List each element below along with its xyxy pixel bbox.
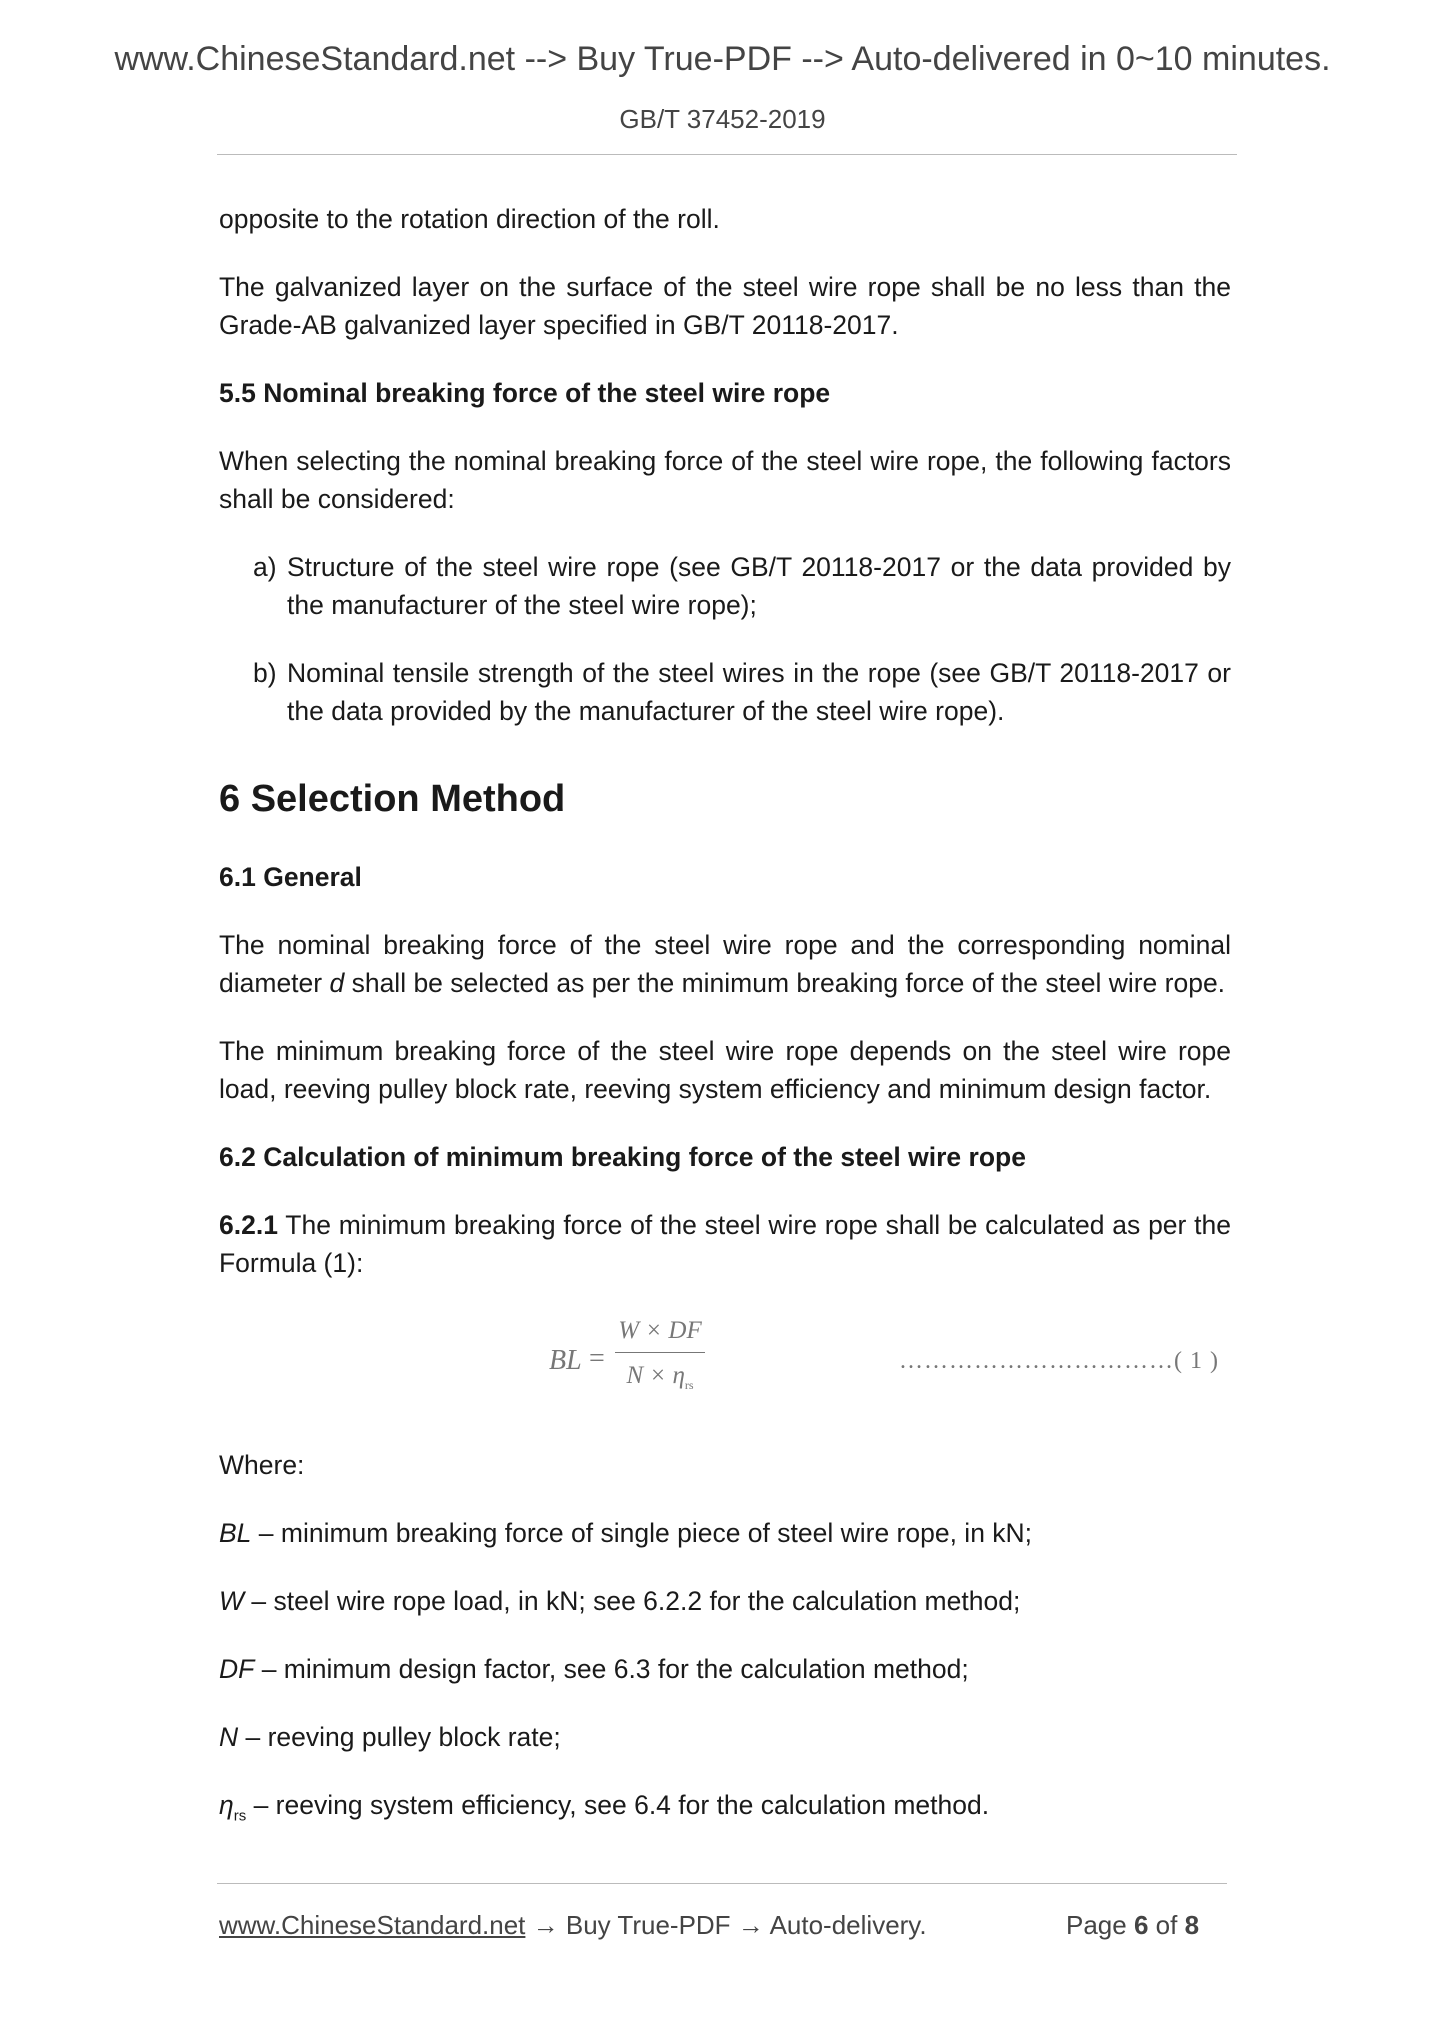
total-pages: 8 (1184, 1910, 1200, 1940)
current-page: 6 (1133, 1910, 1149, 1940)
section-heading-5-5: 5.5 Nominal breaking force of the steel wire rope (219, 378, 831, 408)
paragraph: opposite to the rotation direction of the roll. (219, 204, 720, 234)
section-heading-6-1: 6.1 General (219, 862, 362, 892)
page-indicator: Page 6 of 8 (1066, 1910, 1200, 1940)
paragraph: The nominal breaking force of the steel wire rope and the corresponding nominal diameter d shall be selected as per the minimum breaking force of the steel wire rope. (219, 930, 1231, 998)
section-heading-6-2: 6.2 Calculation of minimum breaking force of the steel wire rope (219, 1142, 1026, 1172)
list-label: a) (253, 552, 277, 582)
definition-item: DF – minimum design factor, see 6.3 for the calculation method; (219, 1654, 969, 1684)
list-text: Nominal tensile strength of the steel wires in the rope (see GB/T 20118-2017 or the data provided by the manufacturer of the steel wire rope). (287, 658, 1231, 726)
paragraph: When selecting the nominal breaking force of the steel wire rope, the following factors shall be considered: (219, 446, 1231, 514)
paragraph: The galvanized layer on the surface of the steel wire rope shall be no less than the Grade-AB galvanized layer specified in GB/T 20118-2017. (219, 272, 1231, 340)
banner-text: www.ChineseStandard.net --> Buy True-PDF --> Auto-delivered in 0~10 minutes. (114, 40, 1331, 78)
footer-link[interactable]: www.ChineseStandard.net (219, 1910, 526, 1940)
list-text: Structure of the steel wire rope (see GB/T 20118-2017 or the data provided by the manufacturer of the steel wire rope); (287, 552, 1231, 620)
formula-numerator: W × DF (618, 1317, 702, 1344)
footer-promo: www.ChineseStandard.net → Buy True-PDF → Auto-delivery. (219, 1910, 927, 1940)
formula-lhs: BL (549, 1345, 582, 1376)
definition-item: W – steel wire rope load, in kN; see 6.2.2 for the calculation method; (219, 1586, 1021, 1616)
document-body (219, 200, 1231, 1835)
formula-number: ……………………………( 1 ) (899, 1348, 1219, 1374)
definition-item: $\eta_{rs}$ – reeving system efficiency, see 6.4 for the calculation method. (219, 1790, 990, 1825)
list-label: b) (253, 658, 277, 688)
standard-code: GB/T 37452-2019 (619, 104, 826, 134)
footer-divider (217, 1883, 1227, 1884)
formula-fraction (615, 1312, 705, 1404)
paragraph: 6.2.1 The minimum breaking force of the steel wire rope shall be calculated as per the Formula (1): (219, 1210, 1231, 1278)
list-item (253, 548, 1231, 624)
header-divider (217, 154, 1237, 155)
where-label: Where: (219, 1450, 305, 1480)
formula-denominator: $N \times \eta_{rs}$ (626, 1362, 694, 1392)
formula-1 (219, 1304, 1231, 1424)
definition-item: N – reeving pulley block rate; (219, 1722, 561, 1752)
clause-number: 6.2.1 (219, 1210, 278, 1240)
list-item (253, 654, 1231, 730)
fraction-bar (615, 1352, 705, 1353)
formula-equals: = (589, 1343, 605, 1374)
definition-item: BL – minimum breaking force of single piece of steel wire rope, in kN; (219, 1518, 1033, 1548)
section-heading-6: 6 Selection Method (219, 778, 566, 820)
paragraph: The minimum breaking force of the steel wire rope depends on the steel wire rope load, reeving pulley block rate, reeving system efficiency and minimum design factor. (219, 1036, 1231, 1104)
